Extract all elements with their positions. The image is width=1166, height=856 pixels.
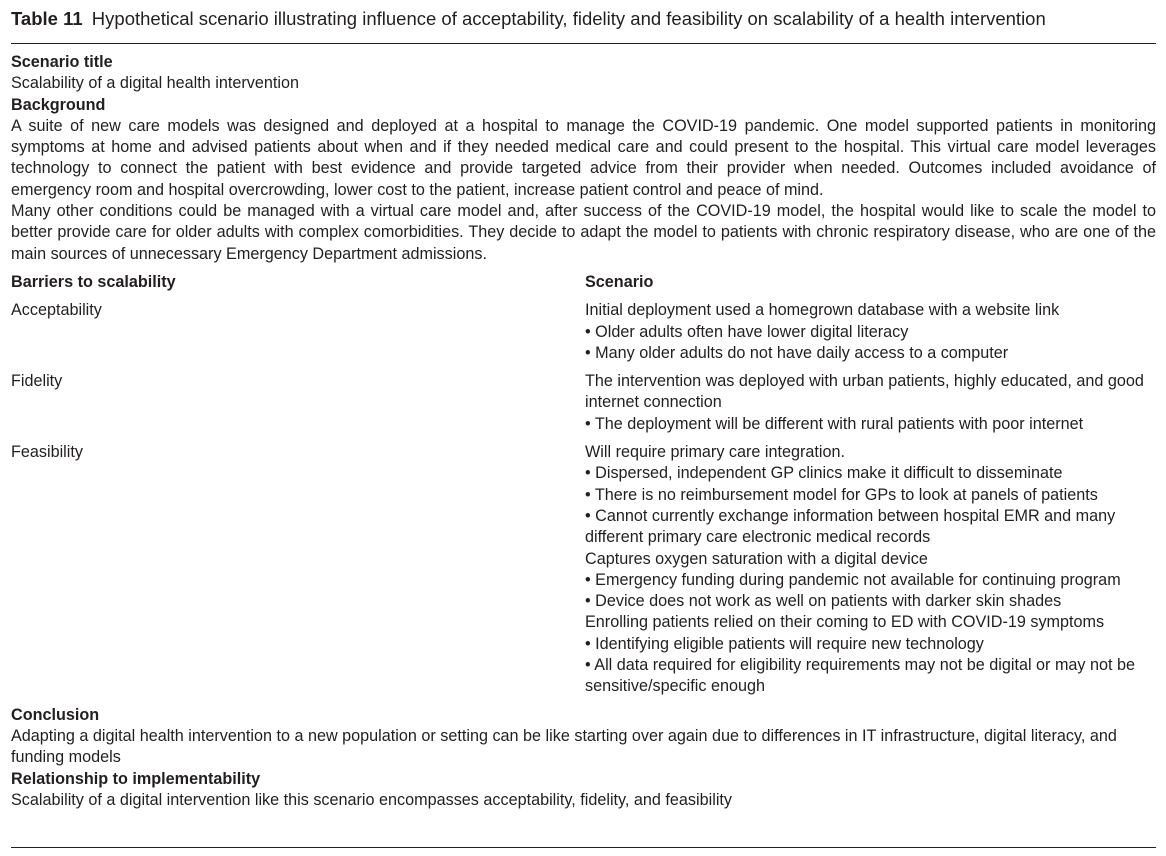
scenario-line: Will require primary care integration. [585,443,845,462]
background-paragraph: A suite of new care models was designed and deployed at a hospital to manage the COVID-19 pandemic. One model supported patients in monitoring symptoms at home and advised patients about when and if they needed medical care and could present to the hospital. This virtual care model leverages technology to connect the patient with best evidence and provide targeted advice from their provider when needed. Outcomes included avoidance of emergency room and hospital overcrowding, lower cost to the patient, increase patient control and peace of mind. [11,116,1156,199]
scenario-line: Enrolling patients relied on their coming to ED with COVID-19 symptoms [585,613,1105,632]
relationship-text: Scalability of a digital intervention like this scenario encompasses acceptability, fidelity, and feasibility [11,790,733,809]
table-row [11,371,1156,435]
column-header-scenario: Scenario [585,272,654,291]
barrier-cell: Fidelity [11,372,63,391]
scenario-line: • The deployment will be different with rural patients with poor internet [585,414,1084,433]
scenario-line: • Dispersed, independent GP clinics make it difficult to disseminate [585,464,1063,483]
background-paragraph: Many other conditions could be managed with a virtual care model and, after success of the COVID-19 model, the hospital would like to scale the model to better provide care for older adults with complex comorbidities. They decide to adapt the model to patients with chronic respiratory disease, who are one of the main sources of unnecessary Emergency Department admissions. [11,202,1156,263]
scenario-line: • Emergency funding during pandemic not available for continuing program [585,570,1121,589]
background-heading: Background [11,95,106,114]
scenario-title-heading: Scenario title [11,53,113,71]
scenario-line: Captures oxygen saturation with a digital device [585,549,928,568]
table-body [11,52,1156,811]
barrier-cell: Acceptability [11,301,102,320]
scenario-title-text: Scalability of a digital health intervention [11,74,299,93]
table-number: Table 11 [11,8,83,29]
table-row [11,442,1156,698]
scenario-line: The intervention was deployed with urban patients, highly educated, and good internet connection [585,372,1144,412]
table-header-row [11,272,1156,293]
conclusion-heading: Conclusion [11,705,100,724]
scenario-line: • Identifying eligible patients will require new technology [585,634,984,653]
table-caption-text: Hypothetical scenario illustrating influence of acceptability, fidelity and feasibility on scalability of a health intervention [91,8,1046,29]
scenario-line: • There is no reimbursement model for GPs to look at panels of patients [585,485,1098,504]
scenario-cell [585,442,1156,698]
barrier-cell: Feasibility [11,443,83,462]
relationship-heading: Relationship to implementability [11,769,261,788]
table-caption [11,7,1046,31]
bottom-rule [11,847,1156,848]
scenario-line: • Cannot currently exchange information between hospital EMR and many different primary care electronic medical records [585,506,1116,547]
column-header-barriers: Barriers to scalability [11,272,176,291]
top-rule [11,43,1156,44]
scenario-line: • Many older adults do not have daily access to a computer [585,343,1009,362]
table-row [11,300,1156,364]
barriers-table [11,272,1156,698]
conclusion-text: Adapting a digital health intervention to a new population or setting can be like starting over again due to differences in IT infrastructure, digital literacy, and funding models [11,726,1117,767]
scenario-line: Initial deployment used a homegrown database with a website link [585,301,1060,320]
scenario-cell [585,300,1156,364]
scenario-line: • All data required for eligibility requirements may not be digital or may not be sensitive/specific enough [585,656,1136,696]
scenario-line: • Device does not work as well on patients with darker skin shades [585,592,1062,611]
scenario-cell [585,371,1156,435]
scenario-line: • Older adults often have lower digital literacy [585,322,909,341]
